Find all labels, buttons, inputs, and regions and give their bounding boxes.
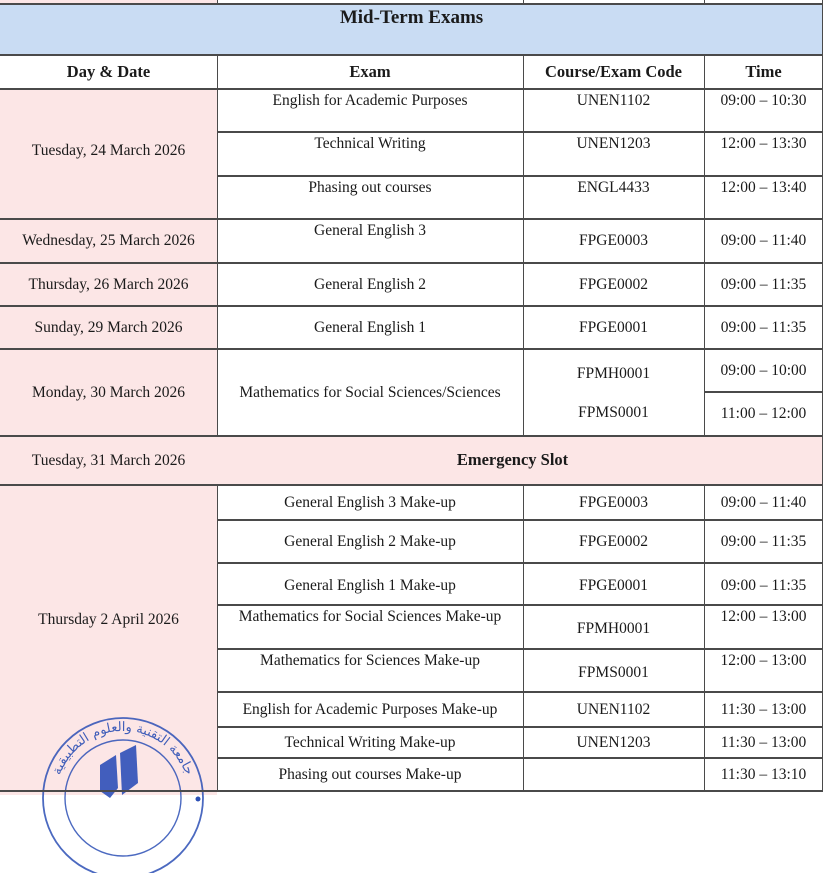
exam-code: FPMH0001: [576, 620, 651, 638]
exam-name: General English 1: [314, 318, 426, 336]
grid-line-h: [217, 519, 823, 521]
date-text: Sunday, 29 March 2026: [34, 318, 183, 336]
grid-line-h: [704, 391, 823, 393]
grid-line-h: [217, 562, 823, 564]
exam-cell: [217, 758, 523, 791]
grid-line-v: [523, 54, 524, 436]
exam-name: General English 1 Make-up: [284, 576, 456, 594]
exam-cell: [217, 263, 523, 306]
code-cell: [523, 727, 704, 758]
time-cell: [704, 692, 823, 727]
date-cell: [0, 306, 217, 349]
exam-name: Mathematics for Social Sciences/Sciences: [239, 383, 501, 401]
date-cell: [0, 89, 217, 219]
time-cell: [704, 758, 823, 791]
grid-line-v: [704, 54, 705, 436]
grid-line-h: [217, 757, 823, 759]
exam-code: FPMH0001: [576, 365, 651, 383]
exam-name: General English 2 Make-up: [284, 532, 456, 550]
exam-code: UNEN1203: [576, 135, 651, 152]
exam-name: English for Academic Purposes Make-up: [242, 700, 498, 718]
grid-line-h: [217, 726, 823, 728]
time-cell: [704, 306, 823, 349]
exam-cell: [217, 485, 523, 520]
exam-code: FPGE0003: [579, 232, 648, 250]
exam-cell: [217, 219, 523, 263]
time-cell: [704, 263, 823, 306]
exam-time: 09:00 – 11:35: [720, 318, 807, 336]
grid-line-h: [0, 3, 823, 5]
exam-cell: [217, 520, 523, 563]
exam-name: General English 3 Make-up: [284, 493, 456, 511]
exam-code: ENGL4433: [577, 179, 650, 196]
exam-time: 09:00 – 11:35: [720, 275, 807, 293]
time-cell: [704, 563, 823, 605]
exam-time: 09:00 – 10:00: [720, 361, 807, 379]
date-text: Monday, 30 March 2026: [31, 383, 186, 401]
exam-name: English for Academic Purposes: [272, 92, 468, 109]
exam-time: 09:00 – 10:30: [720, 92, 807, 109]
code-cell: [523, 176, 704, 219]
time-cell: [704, 649, 823, 692]
time-cell: [704, 349, 823, 392]
header-day-date-text: Day & Date: [66, 61, 151, 81]
grid-line-h: [217, 131, 823, 133]
grid-line-h: [0, 218, 823, 220]
exam-cell: [217, 132, 523, 176]
exam-name: General English 3: [314, 222, 426, 239]
exam-code: FPGE0003: [579, 493, 648, 511]
grid-line-v: [704, 0, 705, 4]
exam-name: Phasing out courses: [308, 179, 432, 196]
exam-time: 09:00 – 11:35: [720, 532, 807, 550]
grid-line-h: [0, 484, 823, 486]
exam-name: Mathematics for Sciences Make-up: [260, 652, 480, 669]
grid-line-v: [704, 484, 705, 791]
date-cell: [0, 436, 217, 485]
grid-line-h: [217, 604, 823, 606]
header-exam: [217, 55, 523, 89]
exam-code: FPGE0001: [579, 576, 648, 594]
exam-cell: [217, 692, 523, 727]
header-day-date: [0, 55, 217, 89]
date-cell: [0, 219, 217, 263]
time-cell: [704, 219, 823, 263]
emergency-slot-label: [217, 436, 823, 485]
grid-line-v: [217, 484, 218, 791]
time-cell: [704, 485, 823, 520]
header-time-text: Time: [745, 61, 782, 81]
code-cell: [523, 263, 704, 306]
time-cell: [704, 89, 823, 132]
exam-time: 12:00 – 13:30: [720, 135, 807, 152]
code-cell: [523, 306, 704, 349]
exam-code: FPGE0002: [579, 532, 648, 550]
grid-line-h: [0, 435, 823, 437]
grid-line-h: [0, 790, 823, 792]
date-text: Wednesday, 25 March 2026: [22, 232, 195, 250]
grid-line-h: [217, 175, 823, 177]
exam-code: UNEN1102: [576, 92, 651, 109]
exam-cell: [217, 649, 523, 692]
exam-time: 12:00 – 13:40: [720, 179, 807, 196]
exam-name: Technical Writing: [314, 135, 426, 152]
section-title: [0, 4, 823, 55]
header-code: [523, 55, 704, 89]
exam-name: Phasing out courses Make-up: [278, 765, 462, 783]
grid-line-h: [217, 691, 823, 693]
grid-line-h: [0, 262, 823, 264]
grid-line-v: [217, 54, 218, 436]
exam-cell: [217, 563, 523, 605]
exam-time: 12:00 – 13:00: [720, 608, 807, 625]
header-exam-text: Exam: [349, 61, 391, 81]
exam-time: 11:30 – 13:00: [720, 700, 807, 718]
date-text: Tuesday, 24 March 2026: [31, 142, 186, 160]
grid-line-v: [217, 0, 218, 4]
exam-cell: [217, 605, 523, 649]
exam-code: UNEN1102: [576, 700, 651, 718]
code-cell: [523, 132, 704, 176]
exam-name: General English 2: [314, 275, 426, 293]
exam-code: UNEN1203: [576, 733, 651, 751]
exam-time: 11:30 – 13:00: [720, 733, 807, 751]
date-text: Thursday, 26 March 2026: [28, 275, 189, 293]
exam-time: 11:00 – 12:00: [720, 405, 807, 423]
time-cell: [704, 392, 823, 436]
exam-time: 11:30 – 13:10: [720, 765, 807, 783]
time-cell: [704, 727, 823, 758]
seal-logo-right: [120, 745, 138, 795]
university-seal-stamp: [38, 703, 208, 873]
grid-line-v: [822, 0, 823, 791]
code-cell: [523, 89, 704, 132]
code-cell: [523, 649, 704, 692]
grid-line-h: [0, 88, 823, 90]
code-cell: [523, 349, 704, 436]
header-code-text: Course/Exam Code: [544, 61, 683, 81]
exam-time: 09:00 – 11:40: [720, 232, 807, 250]
date-text: Thursday 2 April 2026: [38, 611, 179, 629]
exam-code: FPGE0002: [579, 275, 648, 293]
time-cell: [704, 132, 823, 176]
grid-line-v: [523, 0, 524, 4]
date-cell: [0, 263, 217, 306]
seal-text: جامعة التقنية والعلوم التطبيقية: [49, 719, 197, 778]
exam-cell: [217, 349, 523, 436]
exam-code: FPMS0001: [578, 403, 649, 421]
code-cell: [523, 605, 704, 649]
exam-cell: [217, 727, 523, 758]
exam-code: FPGE0001: [579, 318, 648, 336]
code-cell: [523, 485, 704, 520]
grid-line-h: [0, 54, 823, 56]
time-cell: [704, 605, 823, 649]
exam-cell: [217, 176, 523, 219]
exam-name: Mathematics for Social Sciences Make-up: [238, 608, 502, 625]
date-cell: [0, 349, 217, 436]
exam-time: 09:00 – 11:35: [720, 576, 807, 594]
exam-time: 12:00 – 13:00: [720, 652, 807, 669]
exam-cell: [217, 306, 523, 349]
exam-time: 09:00 – 11:40: [720, 493, 807, 511]
emergency-slot-text: Emergency Slot: [456, 450, 569, 470]
grid-line-v: [523, 484, 524, 791]
time-cell: [704, 520, 823, 563]
exam-cell: [217, 89, 523, 132]
code-cell: [523, 520, 704, 563]
grid-line-h: [0, 348, 823, 350]
grid-line-h: [217, 648, 823, 650]
time-cell: [704, 176, 823, 219]
exam-code: FPMS0001: [578, 663, 649, 681]
grid-line-h: [0, 305, 823, 307]
code-cell: [523, 758, 704, 791]
date-text: Tuesday, 31 March 2026: [31, 451, 186, 469]
section-title-text: Mid-Term Exams: [339, 6, 484, 28]
code-cell: [523, 692, 704, 727]
header-time: [704, 55, 823, 89]
exam-name: Technical Writing Make-up: [284, 733, 456, 751]
code-cell: [523, 219, 704, 263]
code-cell: [523, 563, 704, 605]
